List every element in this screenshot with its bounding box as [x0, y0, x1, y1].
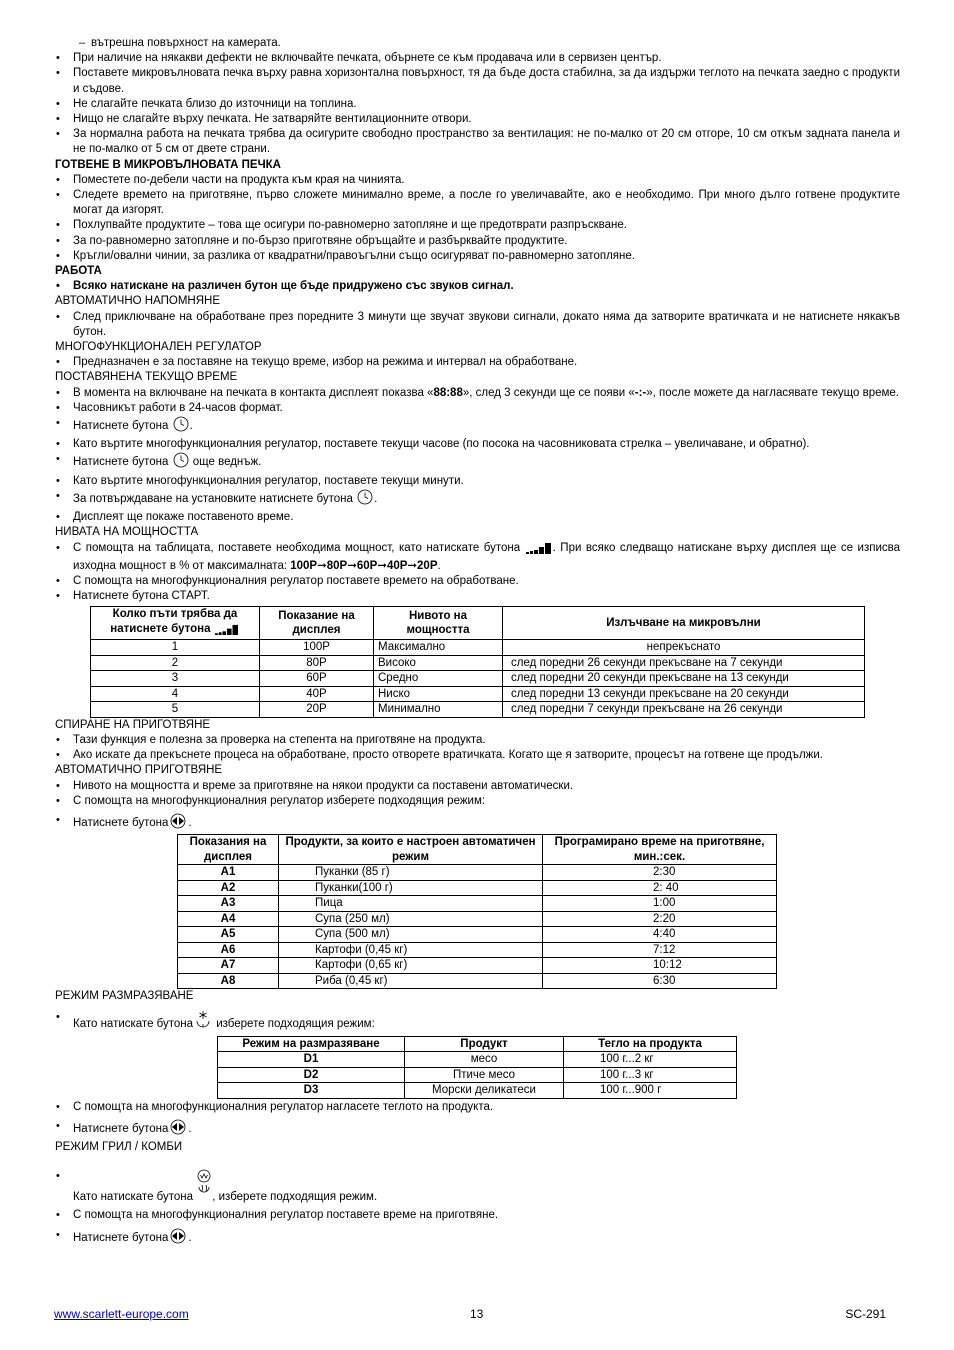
text: .: [188, 1231, 192, 1244]
table-cell: 100 г...2 кг: [564, 1052, 737, 1068]
table-header: Продукт: [405, 1036, 564, 1052]
start-arrows-icon: [169, 1119, 187, 1140]
text: С помощта на таблицата, поставете необходима мощност, като натискате бутона: [73, 541, 521, 554]
auto-list: [55, 779, 900, 835]
list-item: • Като въртите многофункционалния регулатор, поставете текущи часове (по посока на часовниковата стрелка – увеличаване, и обратно).: [55, 437, 900, 452]
text: Натиснете бутона: [73, 817, 169, 830]
table-cell: 7:12: [543, 942, 777, 958]
table-cell: Високо: [374, 655, 503, 671]
table-header-row: [91, 607, 865, 640]
power-level-icon: [526, 542, 552, 559]
defrost-table: [217, 1036, 737, 1099]
section-heading-stop: СПИРАНЕ НА ПРИГОТВЯНЕ: [55, 718, 211, 731]
text: Натиснете бутона: [73, 456, 169, 469]
grill-icon: [197, 1169, 211, 1208]
start-arrows-icon: [169, 1228, 187, 1249]
table-header: Продукти, за които е настроен автоматичен режим: [279, 835, 543, 865]
list-item: • Поместете по-дебели части на продукта към края на чинията.: [55, 173, 900, 188]
text: За потвърждаване на установките натиснете бутона: [73, 492, 353, 505]
table-cell: 4:40: [543, 927, 777, 943]
table-row: [178, 911, 777, 927]
table-cell: A1: [178, 865, 279, 881]
table-header-row: [218, 1036, 737, 1052]
table-cell: D2: [218, 1067, 405, 1083]
table-cell: 4: [91, 686, 260, 702]
table-row: [91, 702, 865, 718]
list-item: • Следете времето на приготвяне, първо сложете минимално време, а после го увеличавайте, ако е необходимо. При много дълго готвене продуктите могат да изгорят.: [55, 188, 900, 218]
list-item: [55, 1010, 900, 1035]
table-cell: след поредни 13 секунди прекъсване на 20 секунди: [503, 686, 865, 702]
list-item: • Часовникът работи в 24-часов формат.: [55, 401, 900, 416]
table-header: Показания на дисплея: [178, 835, 279, 865]
section-heading-regulator: МНОГОФУНКЦИОНАЛЕН РЕГУЛАТОР: [55, 341, 262, 354]
list-item: [55, 489, 900, 510]
table-cell: A2: [178, 880, 279, 896]
table-row: [178, 865, 777, 881]
table-cell: Риба (0,45 кг): [279, 973, 543, 989]
table-row: [91, 640, 865, 656]
text: Натиснете бутона: [73, 420, 169, 433]
list-item: • С помощта на многофункционалния регулатор поставете времето на обработване.: [55, 574, 900, 589]
section-heading-grill: РЕЖИМ ГРИЛ / КОМБИ: [55, 1141, 183, 1154]
power-table: [90, 606, 865, 718]
table-cell: 10:12: [543, 958, 777, 974]
power-sequence: 100P➞80P➞60P➞40P➞20P: [290, 559, 438, 572]
table-cell: Пица: [279, 896, 543, 912]
list-item: • Похлупвайте продуктите – това ще осигури по-равномерно затопляне и ще предотврати разпръскване.: [55, 218, 900, 233]
intro-list: [55, 36, 900, 158]
table-cell: A8: [178, 973, 279, 989]
text: .: [374, 492, 378, 505]
table-cell: 20P: [260, 702, 374, 718]
text: .: [188, 1122, 192, 1135]
table-header-row: [178, 835, 777, 865]
table-header: Режим на размразяване: [218, 1036, 405, 1052]
list-item: • Поставете микровълновата печка върху равна хоризонтална повърхност, тя да бъде доста стабилна, за да издържи теглото на печката заедно с продукти и съдове.: [55, 66, 900, 96]
table-cell: 2:30: [543, 865, 777, 881]
page-number: 13: [470, 1307, 484, 1321]
section-heading-reminder: АВТОМАТИЧНО НАПОМНЯНЕ: [55, 295, 220, 308]
list-item: • С помощта на многофункционалния регулатор нагласете теглото на продукта.: [55, 1100, 900, 1115]
table-cell: 100 г...900 г: [564, 1083, 737, 1099]
clock-icon: [173, 416, 189, 437]
list-item: [55, 813, 900, 834]
table-cell: 2: 40: [543, 880, 777, 896]
list-item: • Кръгли/овални чинии, за разлика от квадратни/правоъгълни също осигуряват по-равномерно затопляне.: [55, 249, 900, 264]
table-row: [178, 973, 777, 989]
list-item: • Нищо не слагайте върху печката. Не затваряйте вентилационните отвори.: [55, 112, 900, 127]
table-cell: Пуканки(100 г): [279, 880, 543, 896]
page-footer: [54, 1307, 886, 1322]
table-cell: след поредни 20 секунди прекъсване на 13 секунди: [503, 671, 865, 687]
table-row: [91, 671, 865, 687]
table-cell: 100 г...3 кг: [564, 1067, 737, 1083]
list-item: • За по-равномерно затопляне и по-бързо приготвяне обръщайте и разбърквайте продуктите.: [55, 234, 900, 249]
cooking-list: [55, 173, 900, 264]
auto-table: [177, 834, 777, 989]
document-body: [55, 36, 900, 1249]
text: , изберете подходящия режим.: [212, 1191, 378, 1204]
table-cell: месо: [405, 1052, 564, 1068]
list-item: • Предназначен е за поставяне на текущо време, избор на режима и интервал на обработване.: [55, 355, 900, 370]
table-cell: 3: [91, 671, 260, 687]
table-cell: Ниско: [374, 686, 503, 702]
section-heading-work: РАБОТА: [55, 265, 102, 278]
table-row: [178, 958, 777, 974]
list-item: [55, 1228, 900, 1249]
table-cell: 5: [91, 702, 260, 718]
list-item: • С помощта на многофункционалния регулатор изберете подходящия режим:: [55, 794, 900, 809]
text: В момента на включване на печката в контакта дисплеят показва «: [73, 386, 434, 399]
list-item: • Не слагайте печката близо до източници на топлина.: [55, 97, 900, 112]
table-row: [178, 896, 777, 912]
table-row: [218, 1052, 737, 1068]
table-header: Излъчване на микровълни: [503, 607, 865, 640]
list-item: [55, 452, 900, 473]
table-row: [218, 1067, 737, 1083]
section-heading-power: НИВАТА НА МОЩНОСТТА: [55, 526, 199, 539]
table-header: [91, 607, 260, 640]
text: .: [188, 817, 192, 830]
table-cell: Средно: [374, 671, 503, 687]
table-row: [178, 942, 777, 958]
list-item: [55, 416, 900, 437]
section-heading-auto: АВТОМАТИЧНО ПРИГОТВЯНЕ: [55, 764, 223, 777]
table-row: [178, 880, 777, 896]
text: Като натискате бутона: [73, 1191, 194, 1204]
reminder-list: [55, 310, 900, 340]
clock-list: [55, 386, 900, 526]
table-cell: Супа (250 мл): [279, 911, 543, 927]
list-item: • При наличие на някакви дефекти не включвайте печката, обърнете се към продавача или в сервизен център.: [55, 51, 900, 66]
table-cell: A7: [178, 958, 279, 974]
table-header: Нивото на мощността: [374, 607, 503, 640]
table-cell: Минимално: [374, 702, 503, 718]
text: изберете подходящия режим:: [216, 1018, 375, 1031]
table-cell: Максимално: [374, 640, 503, 656]
table-cell: Картофи (0,45 кг): [279, 942, 543, 958]
table-cell: 80P: [260, 655, 374, 671]
table-cell: A6: [178, 942, 279, 958]
list-item: • За нормална работа на печката трябва да осигурите свободно пространство за вентилация: не по-малко от 20 см отгоре, 10 см откъм задната панела и не по-малко от 5 см от двете страни.: [55, 127, 900, 157]
power-list: [55, 541, 900, 605]
table-cell: 60P: [260, 671, 374, 687]
table-cell: 2: [91, 655, 260, 671]
text: .: [189, 420, 193, 433]
grill-list: [55, 1169, 900, 1249]
text: . При всяко следващо натискане върху дисплея ще се изписва изходна мощност в % от максималната:: [73, 541, 900, 572]
table-cell: 6:30: [543, 973, 777, 989]
list-item: [55, 1169, 900, 1208]
table-cell: след поредни 7 секунди прекъсване на 26 секунди: [503, 702, 865, 718]
display-value: 88:88: [433, 386, 463, 399]
table-cell: A4: [178, 911, 279, 927]
list-item: [55, 386, 900, 401]
clock-icon: [173, 452, 189, 473]
text: », след 3 секунди ще се появи «: [462, 386, 635, 399]
text: още веднъж.: [192, 456, 262, 469]
list-item: • Като въртите многофункционалния регулатор, поставете текущи минути.: [55, 474, 900, 489]
list-item: • Натиснете бутона СТАРТ.: [55, 589, 900, 604]
table-cell: 1: [91, 640, 260, 656]
list-item: • Ако искате да прекъснете процеса на обработване, просто отворете вратичката. Когато ще я затворите, процесът на готвене ще продължи.: [55, 748, 900, 763]
website-link[interactable]: www.scarlett-europe.com: [54, 1307, 189, 1321]
text: Натиснете бутона: [73, 1231, 169, 1244]
table-cell: D3: [218, 1083, 405, 1099]
table-row: [218, 1083, 737, 1099]
section-heading-defrost: РЕЖИМ РАЗМРАЗЯВАНЕ: [55, 990, 194, 1003]
section-heading-cooking: ГОТВЕНЕ В МИКРОВЪЛНОВАТА ПЕЧКА: [55, 158, 281, 171]
text: Като натискате бутона: [73, 1018, 194, 1031]
table-cell: Морски деликатеси: [405, 1083, 564, 1099]
stop-list: [55, 733, 900, 763]
list-item: • Всяко натискане на различен бутон ще бъде придружено със звуков сигнал.: [55, 279, 900, 294]
table-cell: 1:00: [543, 896, 777, 912]
text: .: [437, 559, 441, 572]
model-number: SC-291: [845, 1307, 886, 1321]
regulator-list: [55, 355, 900, 370]
text: », после можете да нагласявате текущо време.: [646, 386, 899, 399]
table-cell: Картофи (0,65 кг): [279, 958, 543, 974]
list-item: • Нивото на мощността и време за приготвяне на някои продукти са поставени автоматически.: [55, 779, 900, 794]
table-row: [91, 686, 865, 702]
list-item: – вътрешна повърхност на камерата.: [55, 36, 900, 51]
list-item: • С помощта на многофункционалния регулатор поставете време на приготвяне.: [55, 1208, 900, 1223]
clock-icon: [357, 489, 373, 510]
header-text: Колко пъти трябва да натиснете бутона: [110, 608, 238, 635]
power-level-icon: [215, 624, 239, 640]
table-row: [91, 655, 865, 671]
list-item: [55, 1119, 900, 1140]
table-cell: 40P: [260, 686, 374, 702]
list-item: • Дисплеят ще покаже поставеното време.: [55, 510, 900, 525]
table-cell: Супа (500 мл): [279, 927, 543, 943]
table-cell: 100P: [260, 640, 374, 656]
table-cell: Птиче месо: [405, 1067, 564, 1083]
display-value: -:-: [634, 386, 647, 399]
section-heading-clock: ПОСТАВЯНЕНА ТЕКУЩО ВРЕМЕ: [55, 371, 238, 384]
list-item: • След приключване на обработване през поредните 3 минути ще звучат звукови сигнали, докато няма да затворите вратичката и не натиснете някакъв бутон.: [55, 310, 900, 340]
table-cell: A5: [178, 927, 279, 943]
table-cell: непрекъснато: [503, 640, 865, 656]
work-list: [55, 279, 900, 294]
table-cell: след поредни 26 секунди прекъсване на 7 секунди: [503, 655, 865, 671]
defrost-list: [55, 1010, 900, 1035]
table-header: Тегло на продукта: [564, 1036, 737, 1052]
list-item: • Тази функция е полезна за проверка на степента на приготвяне на продукта.: [55, 733, 900, 748]
defrost-list-2: [55, 1100, 900, 1140]
defrost-icon: [194, 1010, 212, 1035]
list-item: [55, 541, 900, 574]
table-row: [178, 927, 777, 943]
table-header: Програмирано време на приготвяне, мин.:сек.: [543, 835, 777, 865]
text: Натиснете бутона: [73, 1122, 169, 1135]
table-cell: 2:20: [543, 911, 777, 927]
table-cell: A3: [178, 896, 279, 912]
table-cell: D1: [218, 1052, 405, 1068]
table-header: Показание на дисплея: [260, 607, 374, 640]
start-arrows-icon: [169, 813, 187, 834]
table-cell: Пуканки (85 г): [279, 865, 543, 881]
